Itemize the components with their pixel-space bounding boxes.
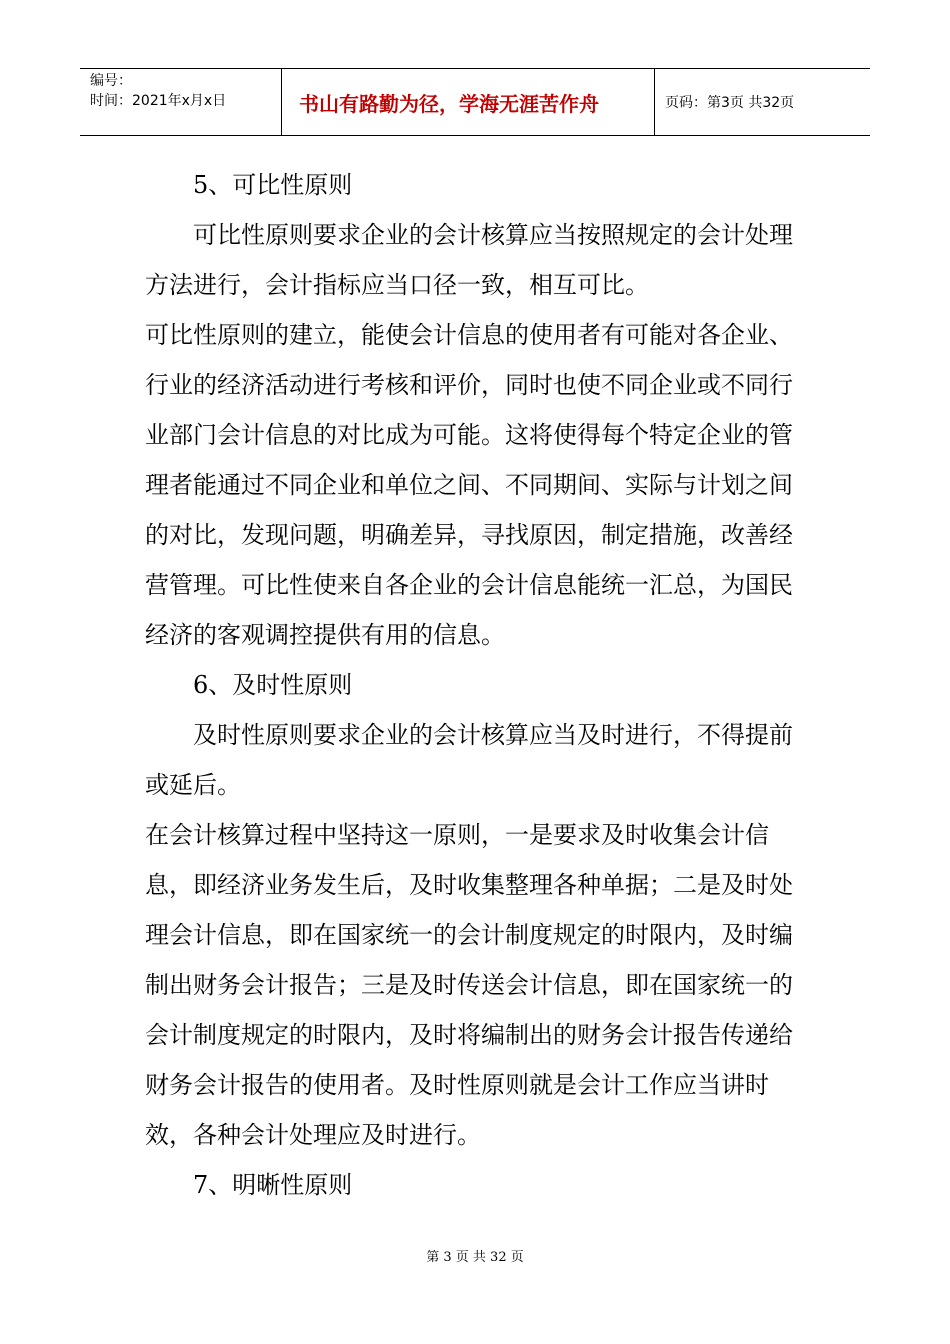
header-meta-cell <box>80 69 282 135</box>
section-heading: 5、可比性原则 <box>193 171 353 199</box>
section-heading: 6、及时性原则 <box>193 671 353 699</box>
header-page-cell <box>655 69 870 135</box>
header-page-info: 页码：第3页 共32页 <box>665 95 795 111</box>
section-heading: 7、明晰性原则 <box>193 1171 353 1199</box>
body-paragraph: 及时性原则要求企业的会计核算应当及时进行，不得提前或延后。 <box>145 721 793 799</box>
body-paragraph: 可比性原则的建立，能使会计信息的使用者有可能对各企业、行业的经济活动进行考核和评价，同时也使不同企业或不同行业部门会计信息的对比成为可能。这将使得每个特定企业的管理者能通过不同企业和单位之间、不同期间、实际与计划之间的对比，发现问题，明确差异，寻找原因，制定措施，改善经营管理。可比性使来自各企业的会计信息能统一汇总，为国民经济的客观调控提供有用的信息。 <box>145 321 793 649</box>
header-motto-cell <box>282 69 655 135</box>
page-header-table <box>80 68 870 136</box>
document-body <box>145 160 805 1210</box>
page-footer <box>145 1246 805 1265</box>
header-motto: 书山有路勤为径，学海无涯苦作舟 <box>299 91 599 116</box>
footer-page-number: 第 3 页 共 32 页 <box>426 1250 524 1265</box>
body-paragraph: 可比性原则要求企业的会计核算应当按照规定的会计处理方法进行，会计指标应当口径一致，相互可比。 <box>145 221 793 299</box>
document-date-label: 时间：2021年x月x日 <box>90 93 227 109</box>
body-paragraph: 在会计核算过程中坚持这一原则，一是要求及时收集会计信息，即经济业务发生后，及时收集整理各种单据；二是及时处理会计信息，即在国家统一的会计制度规定的时限内，及时编制出财务会计报告；三是及时传送会计信息，即在国家统一的会计制度规定的时限内，及时将编制出的财务会计报告传递给财务会计报告的使用者。及时性原则就是会计工作应当讲时效，各种会计处理应及时进行。 <box>145 821 793 1149</box>
document-number-label: 编号： <box>90 73 132 89</box>
